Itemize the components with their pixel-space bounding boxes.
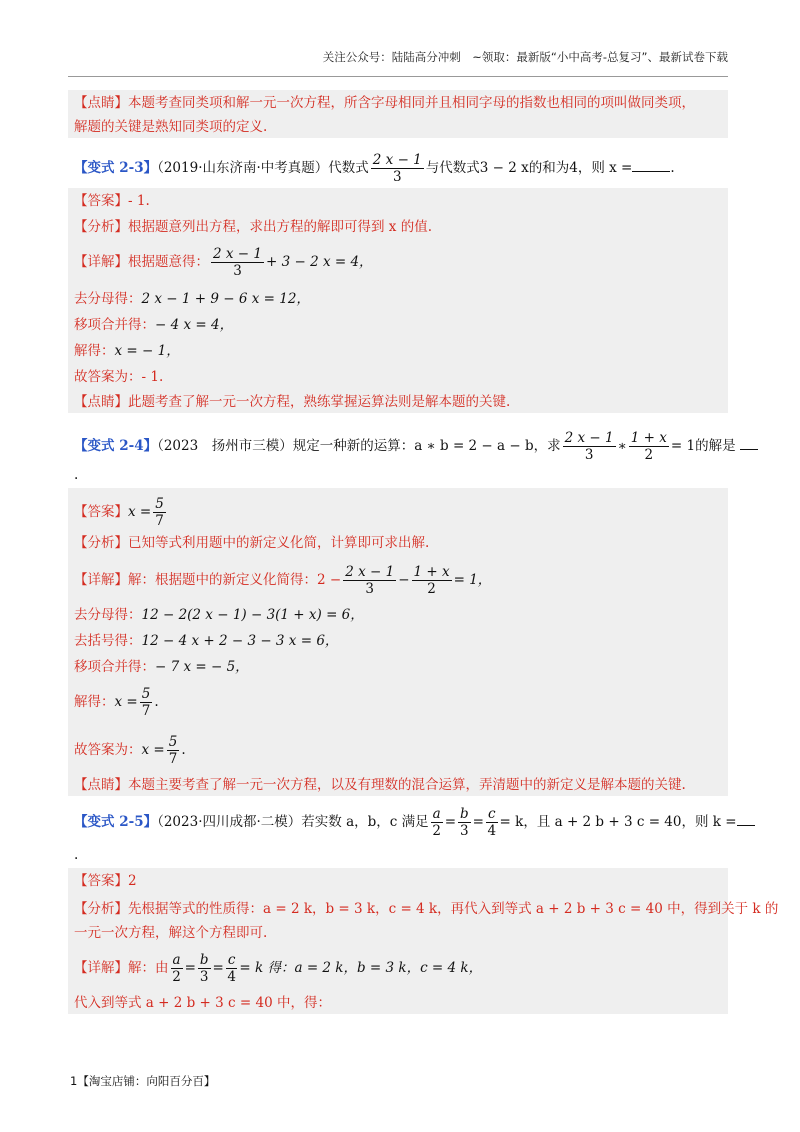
step-line: 移项合并得：− 4 x = 4， [74, 317, 234, 333]
fraction: $\frac{2 x - 1}{3}$ [372, 152, 422, 185]
question-text: （2019·山东济南·中考真题）代数式 [157, 160, 369, 176]
answer-line: 【答案】x = $\frac{5}{7}$ [74, 496, 164, 529]
answer-blank [740, 437, 758, 450]
xiangjie-line: 【详解】解：由 $\frac{a}{2}$ = $\frac{b}{3}$ = $\frac{c}{4}$ = k 得：a = 2 k，b = 3 k，c = 4 k， [74, 952, 483, 985]
dianjing-line: 【点睛】此题考查了解一元一次方程，熟练掌握运算法则是解本题的关键. [74, 394, 511, 410]
dianjing-line-2: 解题的关键是熟知同类项的定义. [74, 119, 268, 135]
step-line: 去括号得：12 − 4 x + 2 − 3 − 3 x = 6， [74, 633, 339, 649]
question-text-2: 与代数式3 − 2 x的和为4，则 x = [425, 160, 633, 176]
header-rule [68, 76, 728, 77]
final-answer-line: 故答案为：- 1. [74, 369, 164, 385]
question-dot: . [74, 847, 79, 863]
answer-blank [632, 159, 670, 172]
xiangjie-line: 【详解】根据题意得： $\frac{2 x - 1}{3}$ + 3 − 2 x = 4， [74, 246, 373, 279]
question-2-5: 【变式 2-5】（2023·四川成都·二模）若实数 a，b，c 满足 $\frac{a}{2}$ = $\frac{b}{3}$ = $\frac{c}{4}$ = k，且 a + 2 b + 3 c = 40，则 k = [74, 806, 755, 839]
question-text: （2023 扬州市三模）规定一种新的运算：a ∗ b = 2 − a − b，求 [157, 438, 561, 454]
page-header: 关注公众号：陆陆高分冲刺 ~领取：最新版“小中高考-总复习”、最新试卷下载 [322, 50, 728, 64]
question-2-4: 【变式 2-4】（2023 扬州市三模）规定一种新的运算：a ∗ b = 2 − a − b，求 $\frac{2 x - 1}{3}$ ∗ $\frac{1 + x}{2}$ = 1的解是 [74, 430, 758, 463]
fenxi-line: 【分析】根据题意列出方程，求出方程的解即可得到 x 的值. [74, 219, 432, 235]
final-answer-line: 故答案为：x = $\frac{5}{7}$ . [74, 734, 186, 767]
page-footer: 1【淘宝店铺：向阳百分百】 [70, 1074, 216, 1088]
question-tag: 【变式 2-3】 [74, 160, 158, 176]
step-line: 移项合并得：− 7 x = − 5， [74, 659, 249, 675]
step-line: 代入到等式 a + 2 b + 3 c = 40 中，得： [74, 995, 331, 1011]
question-tag: 【变式 2-4】 [74, 438, 158, 454]
xiangjie-line: 【详解】解：根据题中的新定义化简得：2 − $\frac{2 x - 1}{3}$ − $\frac{1 + x}{2}$ = 1， [74, 564, 492, 597]
question-text: （2023·四川成都·二模）若实数 a，b，c 满足 [157, 814, 429, 830]
dianjing-tag: 【点睛】 [74, 95, 128, 111]
fenxi-line: 【分析】已知等式利用题中的新定义化简，计算即可求出解. [74, 535, 430, 551]
dianjing-line: 【点睛】本题主要考查了解一元一次方程，以及有理数的混合运算，弄清题中的新定义是解本题的关键. [74, 777, 686, 793]
fenxi-line: 【分析】先根据等式的性质得：a = 2 k，b = 3 k，c = 4 k，再代入到等式 a + 2 b + 3 c = 40 中，得到关于 k 的 [74, 901, 779, 917]
question-dot: . [74, 467, 79, 483]
dianjing-line-1 [74, 94, 695, 112]
question-tag: 【变式 2-5】 [74, 814, 158, 830]
step-line: 去分母得：12 − 2(2 x − 1) − 3(1 + x) = 6， [74, 607, 364, 623]
dianjing-text: 本题考查同类项和解一元一次方程，所含字母相同并且相同字母的指数也相同的项叫做同类项， [128, 95, 695, 111]
step-line: 解得：x = − 1， [74, 343, 180, 359]
answer-blank [737, 813, 755, 826]
question-2-3: 【变式 2-3】（2019·山东济南·中考真题）代数式 $\frac{2 x - 1}{3}$ 与代数式3 − 2 x的和为4，则 x = . [74, 152, 675, 185]
fenxi-line-2: 一元一次方程，解这个方程即可. [74, 925, 268, 941]
answer-line: 【答案】- 1. [74, 193, 150, 209]
step-line: 去分母得：2 x − 1 + 9 − 6 x = 12， [74, 291, 310, 307]
answer-line: 【答案】2 [74, 873, 137, 889]
step-line: 解得：x = $\frac{5}{7}$ . [74, 686, 159, 719]
